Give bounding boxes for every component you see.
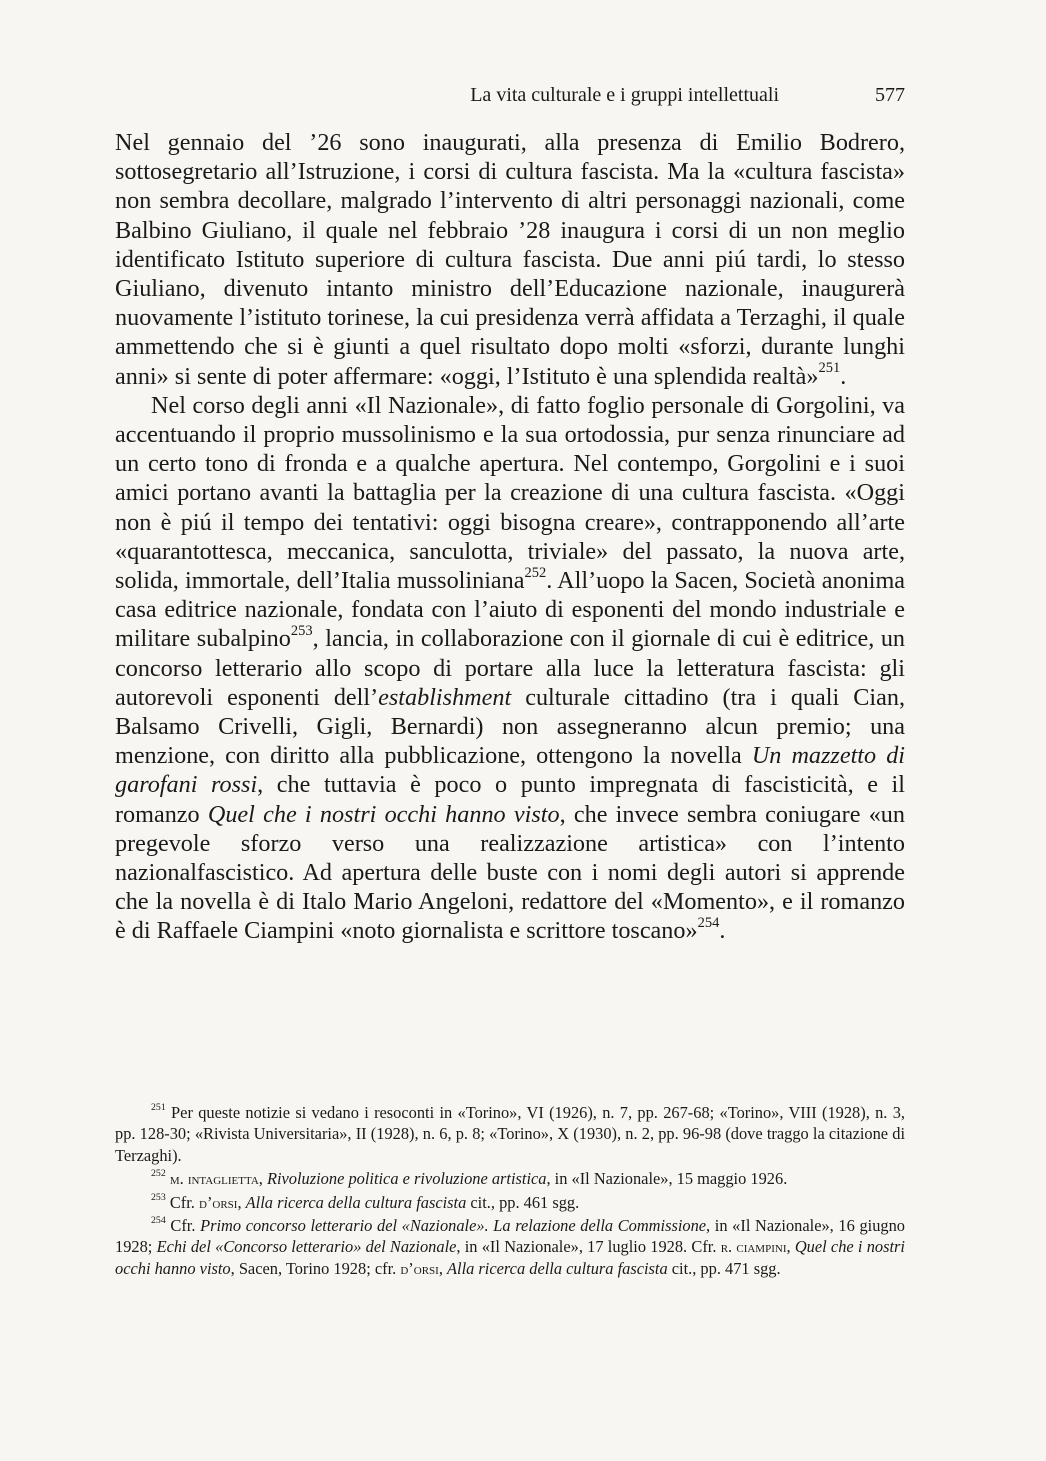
footnote-253 <box>115 1192 905 1213</box>
author-name: m. intaglietta <box>165 1169 259 1189</box>
footnote-text: , in «Il Nazionale», 16 giugno 1928; <box>115 1216 905 1257</box>
footnote-ref-251: 251 <box>818 360 841 377</box>
footnote-text: , in «Il Nazionale», 15 maggio 1926. <box>546 1169 788 1189</box>
footnote-text: , <box>438 1258 448 1278</box>
text-run: Nel corso degli anni «Il Nazionale», di fatto foglio personale di Gorgolini, va accentuando il proprio mussolinismo e la sua ortodossia, pur senza rinunciare ad un certo tono di fronda e a qualche apertura. Nel contempo, Gorgolini e i suoi amici portano avanti la battaglia per la creazione di una cultura fascista. «Oggi non è piú il tempo dei tentativi: oggi bisogna creare», contrapponendo all’arte «quarantottesca, meccanica, sanculotta, triviale» del passato, la nuova arte, solida, immortale, dell’Italia mussoliniana <box>115 391 905 595</box>
footnote-text: Cfr. <box>165 1192 199 1212</box>
footnote-number: 251 <box>151 1102 166 1114</box>
text-run: Nel gennaio del ’26 sono inaugurati, alla presenza di Emilio Bodrero, sottosegretario all’Istruzione, i corsi di cultura fascista. Ma la «cultura fascista» non sembra decollare, malgrado l’intervento di altri personaggi nazionali, come Balbino Giuliano, il quale nel febbraio ’28 inaugura i corsi di un non meglio identificato Istituto superiore di cultura fascista. Due anni piú tardi, lo stesso Giuliano, divenuto intanto ministro dell’Educazione nazionale, inaugurerà nuovamente l’istituto torinese, la cui presidenza verrà affidata a Terzaghi, il quale ammettendo che si è giunti a quel risultato dopo molti «sforzi, durante lunghi anni» si sente di poter affermare: «oggi, l’Istituto è una splendida realtà» <box>115 129 905 390</box>
main-text <box>115 128 905 946</box>
footnote-text: , in «Il Nazionale», 17 luglio 1928. Cfr. <box>456 1237 721 1257</box>
footnote-text: , <box>237 1192 246 1212</box>
text-run: . <box>840 362 847 390</box>
text-run: culturale cittadino (tra i quali Cian, Balsamo Crivelli, Gigli, Bernardi) non assegneranno alcun premio; una menzione, con diritto alla pubblicazione, ottengono la novella <box>115 683 905 770</box>
work-title: Alla ricerca della cultura fascista <box>447 1258 668 1278</box>
footnote-text: cit., pp. 461 sgg. <box>466 1192 580 1212</box>
novel-title: Un mazzetto di garofani rossi <box>115 742 906 799</box>
italic-term: establishment <box>378 683 512 711</box>
running-header <box>115 84 905 114</box>
footnote-254 <box>115 1215 905 1279</box>
text-run: , che invece sembra coniugare «un pregevole sforzo verso una realizzazione artistica» con l’intento nazionalfascistico. Ad apertura delle buste con i nomi degli autori si apprende che la novella è di Italo Mario Angeloni, redattore del «Momento», e il romanzo è di Raffaele Ciampini «noto giornalista e scrittore toscano» <box>115 800 905 945</box>
text-run: , lancia, in collaborazione con il giornale di cui è editrice, un concorso letterario allo scopo di portare alla luce la letteratura fascista: gli autorevoli esponenti dell’ <box>115 625 906 711</box>
footnote-ref-252: 252 <box>524 564 547 581</box>
footnote-number: 253 <box>151 1191 166 1203</box>
footnote-text: Per queste notizie si vedano i resoconti in «Torino», VI (1926), n. 7, pp. 267-68; «Torino», VIII (1928), n. 3, pp. 128-30; «Rivista Universitaria», II (1928), n. 6, p. 8; «Torino», X (1930), n. 2, pp. 96-98 (dove traggo la citazione di Terzaghi). <box>115 1103 905 1165</box>
work-title: Rivoluzione politica e rivoluzione artistica <box>266 1169 547 1189</box>
footnote-252 <box>115 1168 905 1189</box>
paragraph-1 <box>115 128 905 391</box>
footnote-ref-254: 254 <box>697 915 720 932</box>
author-name: r. ciampini <box>720 1237 787 1257</box>
author-name: d’orsi <box>199 1192 238 1212</box>
author-name: d’orsi <box>400 1258 439 1278</box>
running-title: La vita culturale e i gruppi intellettuali <box>470 84 779 106</box>
work-title: Echi del «Concorso letterario» del Nazionale <box>156 1237 457 1257</box>
novel-title: Quel che i nostri occhi hanno visto <box>207 800 560 828</box>
work-title: Primo concorso letterario del «Nazionale». La relazione della Commissione <box>200 1216 707 1236</box>
page-number: 577 <box>875 84 905 106</box>
footnote-number: 252 <box>151 1168 166 1180</box>
footnote-text: , <box>258 1169 267 1189</box>
footnote-text: , <box>786 1237 795 1257</box>
footnote-ref-253: 253 <box>290 623 313 640</box>
work-title: Quel che i nostri occhi hanno visto <box>115 1237 905 1278</box>
footnotes <box>115 1102 905 1279</box>
text-run: . All’uopo la Sacen, Società anonima casa editrice nazionale, fondata con l’aiuto di esponenti del mondo industriale e militare subalpino <box>115 567 905 653</box>
footnote-text: cit., pp. 471 sgg. <box>667 1258 781 1278</box>
text-run: . <box>719 917 726 945</box>
text-run: , che tuttavia è poco o punto impregnata di fascisticità, e il romanzo <box>115 771 905 828</box>
paragraph-2 <box>115 391 905 946</box>
work-title: Alla ricerca della cultura fascista <box>245 1192 467 1212</box>
footnote-text: Cfr. <box>165 1216 201 1236</box>
footnote-text: , Sacen, Torino 1928; cfr. <box>230 1258 401 1278</box>
footnote-number: 254 <box>151 1215 166 1227</box>
footnote-251 <box>115 1102 905 1166</box>
